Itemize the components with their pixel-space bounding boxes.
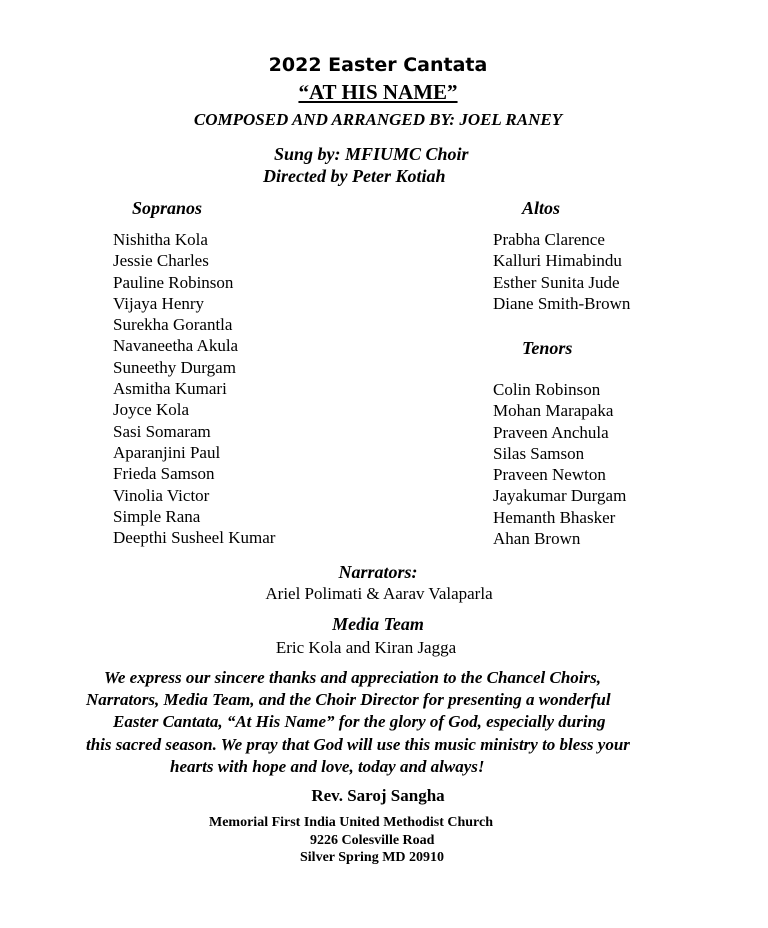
sopranos-list xyxy=(113,229,275,548)
cantata-name: “AT HIS NAME” xyxy=(298,80,458,104)
composer-credit: COMPOSED AND ARRANGED BY: JOEL RANEY xyxy=(193,110,563,129)
soprano-name: Surekha Gorantla xyxy=(113,315,233,335)
church-city: Silver Spring MD 20910 xyxy=(300,850,445,865)
tenor-name: Hemanth Bhasker xyxy=(493,507,616,527)
thanks-line: this sacred season. We pray that God will use this music ministry to bless your xyxy=(86,735,630,754)
thanks-line: hearts with hope and love, today and always! xyxy=(170,757,485,776)
soprano-name: Simple Rana xyxy=(113,506,201,526)
soprano-name: Suneethy Durgam xyxy=(113,357,236,377)
page-title: 2022 Easter Cantata xyxy=(268,54,488,76)
alto-name: Diane Smith-Brown xyxy=(493,293,631,313)
tenor-name: Praveen Anchula xyxy=(493,422,609,442)
pastor-name: Rev. Saroj Sangha xyxy=(311,786,445,805)
alto-name: Esther Sunita Jude xyxy=(493,272,620,292)
media-team-names: Eric Kola and Kiran Jagga xyxy=(275,638,457,657)
tenor-name: Silas Samson xyxy=(493,443,585,463)
tenor-name: Praveen Newton xyxy=(493,465,606,485)
soprano-name: Aparanjini Paul xyxy=(113,442,221,462)
soprano-name: Navaneetha Akula xyxy=(113,336,239,356)
soprano-name: Joyce Kola xyxy=(113,400,190,420)
soprano-name: Jessie Charles xyxy=(113,251,209,271)
sopranos-heading: Sopranos xyxy=(132,198,203,218)
soprano-name: Pauline Robinson xyxy=(113,272,234,292)
media-team-heading: Media Team xyxy=(332,614,424,634)
tenor-name: Mohan Marapaka xyxy=(493,401,614,421)
alto-name: Kalluri Himabindu xyxy=(493,251,622,271)
soprano-name: Vijaya Henry xyxy=(113,293,205,313)
alto-name: Prabha Clarence xyxy=(493,230,605,249)
soprano-name: Sasi Somaram xyxy=(113,421,211,441)
church-name: Memorial First India United Methodist Church xyxy=(209,815,494,830)
narrators-names: Ariel Polimati & Aarav Valaparla xyxy=(265,584,493,603)
church-street: 9226 Colesville Road xyxy=(310,833,435,848)
altos-list xyxy=(493,229,630,314)
soprano-name: Asmitha Kumari xyxy=(113,379,227,399)
tenors-heading: Tenors xyxy=(522,338,573,358)
soprano-name: Deepthi Susheel Kumar xyxy=(113,528,276,548)
thanks-line: Narrators, Media Team, and the Choir Director for presenting a wonderful xyxy=(86,690,611,709)
sung-by: Sung by: MFIUMC Choir xyxy=(274,144,469,164)
tenor-name: Colin Robinson xyxy=(493,380,601,399)
soprano-name: Frieda Samson xyxy=(113,464,215,484)
directed-by: Directed by Peter Kotiah xyxy=(263,166,446,186)
altos-heading: Altos xyxy=(522,198,561,218)
soprano-name: Vinolia Victor xyxy=(113,485,210,505)
tenor-name: Ahan Brown xyxy=(493,529,581,549)
thanks-line: Easter Cantata, “At His Name” for the glory of God, especially during xyxy=(113,712,606,731)
thanks-line: We express our sincere thanks and appreciation to the Chancel Choirs, xyxy=(104,668,601,687)
tenor-name: Jayakumar Durgam xyxy=(493,486,627,506)
narrators-heading: Narrators: xyxy=(338,562,418,582)
soprano-name: Nishitha Kola xyxy=(113,230,208,249)
tenors-list xyxy=(493,379,626,549)
